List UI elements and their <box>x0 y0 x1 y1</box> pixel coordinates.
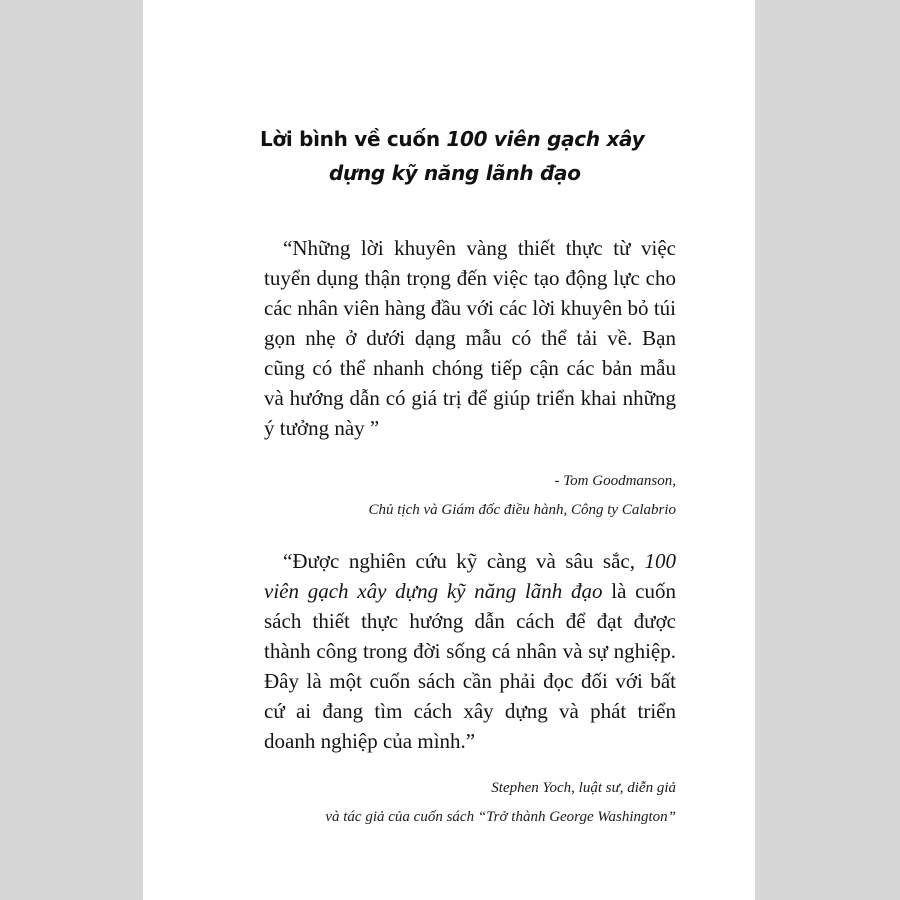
title-line-1 <box>260 122 644 156</box>
testimonial-1-author-title: Chủ tịch và Giám đốc điều hành, Công ty Calabrio <box>368 502 676 518</box>
title-prefix: Lời bình về cuốn <box>260 127 447 151</box>
testimonial-2-author-title: và tác giả của cuốn sách “Trở thành George Washington” <box>325 809 676 825</box>
book-page <box>143 0 755 900</box>
testimonial-quote-2 <box>264 546 676 756</box>
testimonial-1-author: - Tom Goodmanson, <box>554 473 676 489</box>
quote-2-start: “Được nghiên cứu kỹ càng và sâu sắc, <box>283 549 645 573</box>
testimonial-2-author: Stephen Yoch, luật sư, diễn giả <box>491 780 676 796</box>
testimonial-quote-1: “Những lời khuyên vàng thiết thực từ việc tuyển dụng thận trọng đến việc tạo động lực cho các nhân viên hàng đầu với các lời khuyên bỏ túi gọn nhẹ ở dưới dạng mẫu có thể tải về. Bạn cũng có thể nhanh chóng tiếp cận các bản mẫu và hướng dẫn có giá trị để giúp triển khai những ý tưởng này ” <box>264 236 676 440</box>
quote-2-end: là cuốn sách thiết thực hướng dẫn cách để đạt được thành công trong đời sống cá nhân và sự nghiệp. Đây là một cuốn sách cần phải đọc đối với bất cứ ai đang tìm cách xây dựng và phát triển doanh nghiệp của mình.” <box>264 579 676 753</box>
quote-2-book-title: 100 viên gạch xây dựng kỹ năng lãnh đạo <box>264 549 676 603</box>
title-book-name-part-2: dựng kỹ năng lãnh đạo <box>329 161 581 185</box>
title-book-name-part-1: 100 viên gạch xây <box>446 127 645 151</box>
